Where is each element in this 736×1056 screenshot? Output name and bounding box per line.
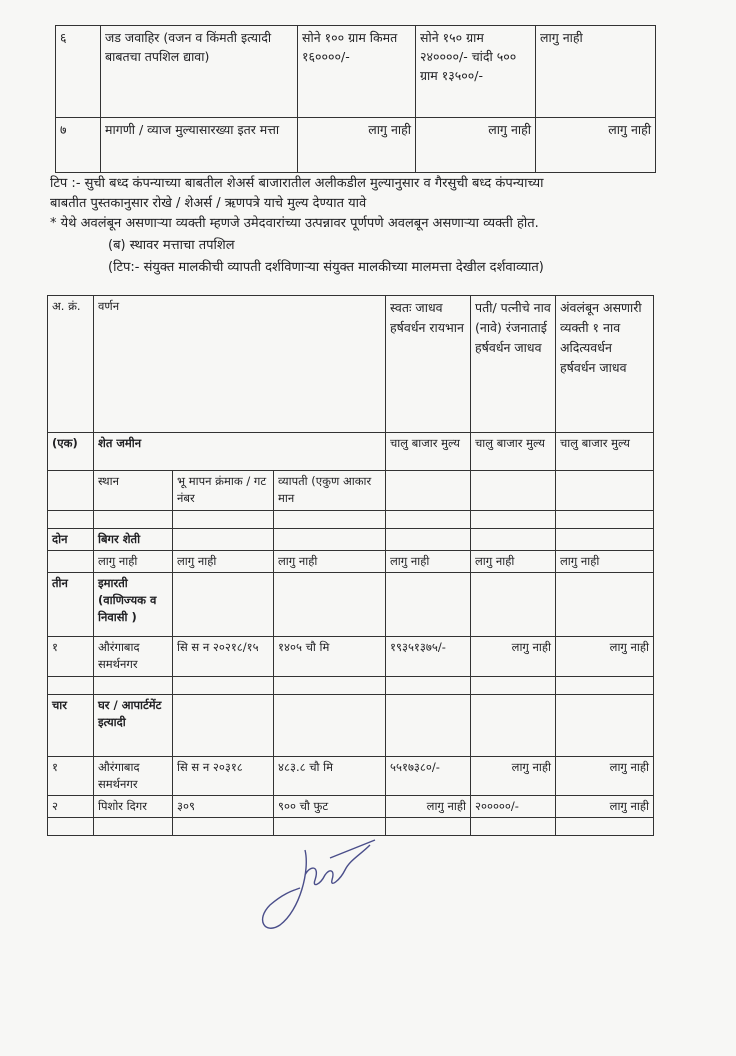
section-row-teen — [48, 573, 654, 637]
spouse-value: सोने १५० ग्राम २४००००/- चांदी ५०० ग्राम १३५००/- — [416, 26, 536, 118]
row-number: २ — [48, 796, 94, 818]
section-number: तीन — [48, 573, 94, 637]
header-row — [48, 296, 654, 433]
na-cell: लागु नाही — [471, 551, 556, 573]
section-title: (ब) स्थावर मत्ताचा तपशिल — [108, 238, 235, 253]
row-number: १ — [48, 637, 94, 677]
area-header: व्यापती (एकुण आकार मान — [274, 471, 386, 511]
dependent-value: लागु नाही — [556, 796, 654, 818]
survey-number: ३०९ — [173, 796, 274, 818]
signature — [250, 830, 390, 940]
survey-header: भू मापन क्रंमाक / गट नंबर — [173, 471, 274, 511]
na-cell: लागु नाही — [274, 551, 386, 573]
row-number: १ — [48, 757, 94, 796]
market-value-label: चालु बाजार मुल्य — [556, 433, 654, 471]
empty-cell — [48, 471, 94, 511]
dependent-header: अंवलंबून असणारी व्यक्ती १ नाव अदित्यवर्धन हर्षवर्धन जाधव — [556, 296, 654, 433]
section-label: बिगर शेती — [94, 529, 173, 551]
dependent-value: लागु नाही — [556, 637, 654, 677]
section-number: दोन — [48, 529, 94, 551]
description-header: वर्णन — [94, 296, 386, 433]
description: जड जवाहिर (वजन व किंमती इत्यादी बाबतचा तपशिल द्यावा) — [101, 26, 298, 118]
survey-number: सि स न २०३१८ — [173, 757, 274, 796]
dependent-note: * येथे अवलंबून असणाऱ्या व्यक्ती म्हणजे उमेदवारांच्या उत्पन्नावर पूर्णपणे अवलबून असणाऱ्या व्यक्ती होत. — [50, 216, 539, 231]
tip-note-line2: बाबतीत पुस्तकानुसार रोखे / शेअर्स / ऋणपत्रे याचे मुल्य देण्यात यावे — [50, 196, 367, 211]
table-row — [56, 118, 656, 173]
dependent-value: लागु नाही — [556, 757, 654, 796]
table-row — [48, 551, 654, 573]
table-row — [48, 757, 654, 796]
area: ४८३.८ चौ मि — [274, 757, 386, 796]
section-row-don — [48, 529, 654, 551]
na-cell: लागु नाही — [173, 551, 274, 573]
market-value-label: चालु बाजार मुल्य — [471, 433, 556, 471]
na-cell: लागु नाही — [94, 551, 173, 573]
self-value: ५५१७३८०/- — [386, 757, 471, 796]
immovable-assets-table — [47, 295, 654, 836]
na-cell: लागु नाही — [556, 551, 654, 573]
place: पिशोर दिगर — [94, 796, 173, 818]
table-row — [48, 796, 654, 818]
survey-number: सि स न २०२१८/१५ — [173, 637, 274, 677]
spouse-value: लागु नाही — [416, 118, 536, 173]
area: ९०० चौ फुट — [274, 796, 386, 818]
self-value: सोने १०० ग्राम किमत १६००००/- — [298, 26, 416, 118]
section-label: घर / आपार्टमेंट इत्यादी — [94, 695, 173, 757]
self-header: स्वतः जाधव हर्षवर्धन रायभान — [386, 296, 471, 433]
section-number: (एक) — [48, 433, 94, 471]
table-row — [56, 26, 656, 118]
spouse-value: लागु नाही — [471, 757, 556, 796]
dependent-value: लागु नाही — [536, 26, 656, 118]
area: १४०५ चौ मि — [274, 637, 386, 677]
section-label: इमारती (वाणिज्यक व निवासी ) — [94, 573, 173, 637]
spouse-header: पती/ पत्नीचे नाव (नावे) रंजनाताई हर्षवर्धन जाधव — [471, 296, 556, 433]
subheader-row — [48, 471, 654, 511]
dependent-value: लागु नाही — [536, 118, 656, 173]
place: औरंगाबाद समर्थनगर — [94, 637, 173, 677]
description: मागणी / व्याज मुल्यासारख्या इतर मत्ता — [101, 118, 298, 173]
row-number: ६ — [56, 26, 101, 118]
serial-header: अ. क्रं. — [48, 296, 94, 433]
section-row-ek — [48, 433, 654, 471]
empty-cell — [556, 471, 654, 511]
section-tip: (टिप:- संयुक्त मालकीची व्यापती दर्शविणाऱ्या संयुक्त मालकीच्या मालमत्ता देखील दर्शवाव्यात) — [108, 260, 544, 275]
blank-row — [48, 677, 654, 695]
spouse-value: २०००००/- — [471, 796, 556, 818]
spouse-value: लागु नाही — [471, 637, 556, 677]
section-label: शेत जमीन — [94, 433, 386, 471]
row-number: ७ — [56, 118, 101, 173]
section-number: चार — [48, 695, 94, 757]
market-value-label: चालु बाजार मुल्य — [386, 433, 471, 471]
place: औरंगाबाद समर्थनगर — [94, 757, 173, 796]
blank-row — [48, 511, 654, 529]
table-row — [48, 637, 654, 677]
empty-cell — [386, 471, 471, 511]
na-cell: लागु नाही — [386, 551, 471, 573]
movable-assets-table — [55, 25, 656, 173]
tip-note-line1: टिप :- सुची बध्द कंपन्याच्या बाबतील शेअर्स बाजारातील अलीकडील मुल्यानुसार व गैरसुची बध्द कंपन्याच्या — [50, 176, 544, 191]
self-value: लागु नाही — [386, 796, 471, 818]
empty-cell — [471, 471, 556, 511]
self-value: १९३५१३७५/- — [386, 637, 471, 677]
section-row-char — [48, 695, 654, 757]
self-value: लागु नाही — [298, 118, 416, 173]
place-header: स्थान — [94, 471, 173, 511]
